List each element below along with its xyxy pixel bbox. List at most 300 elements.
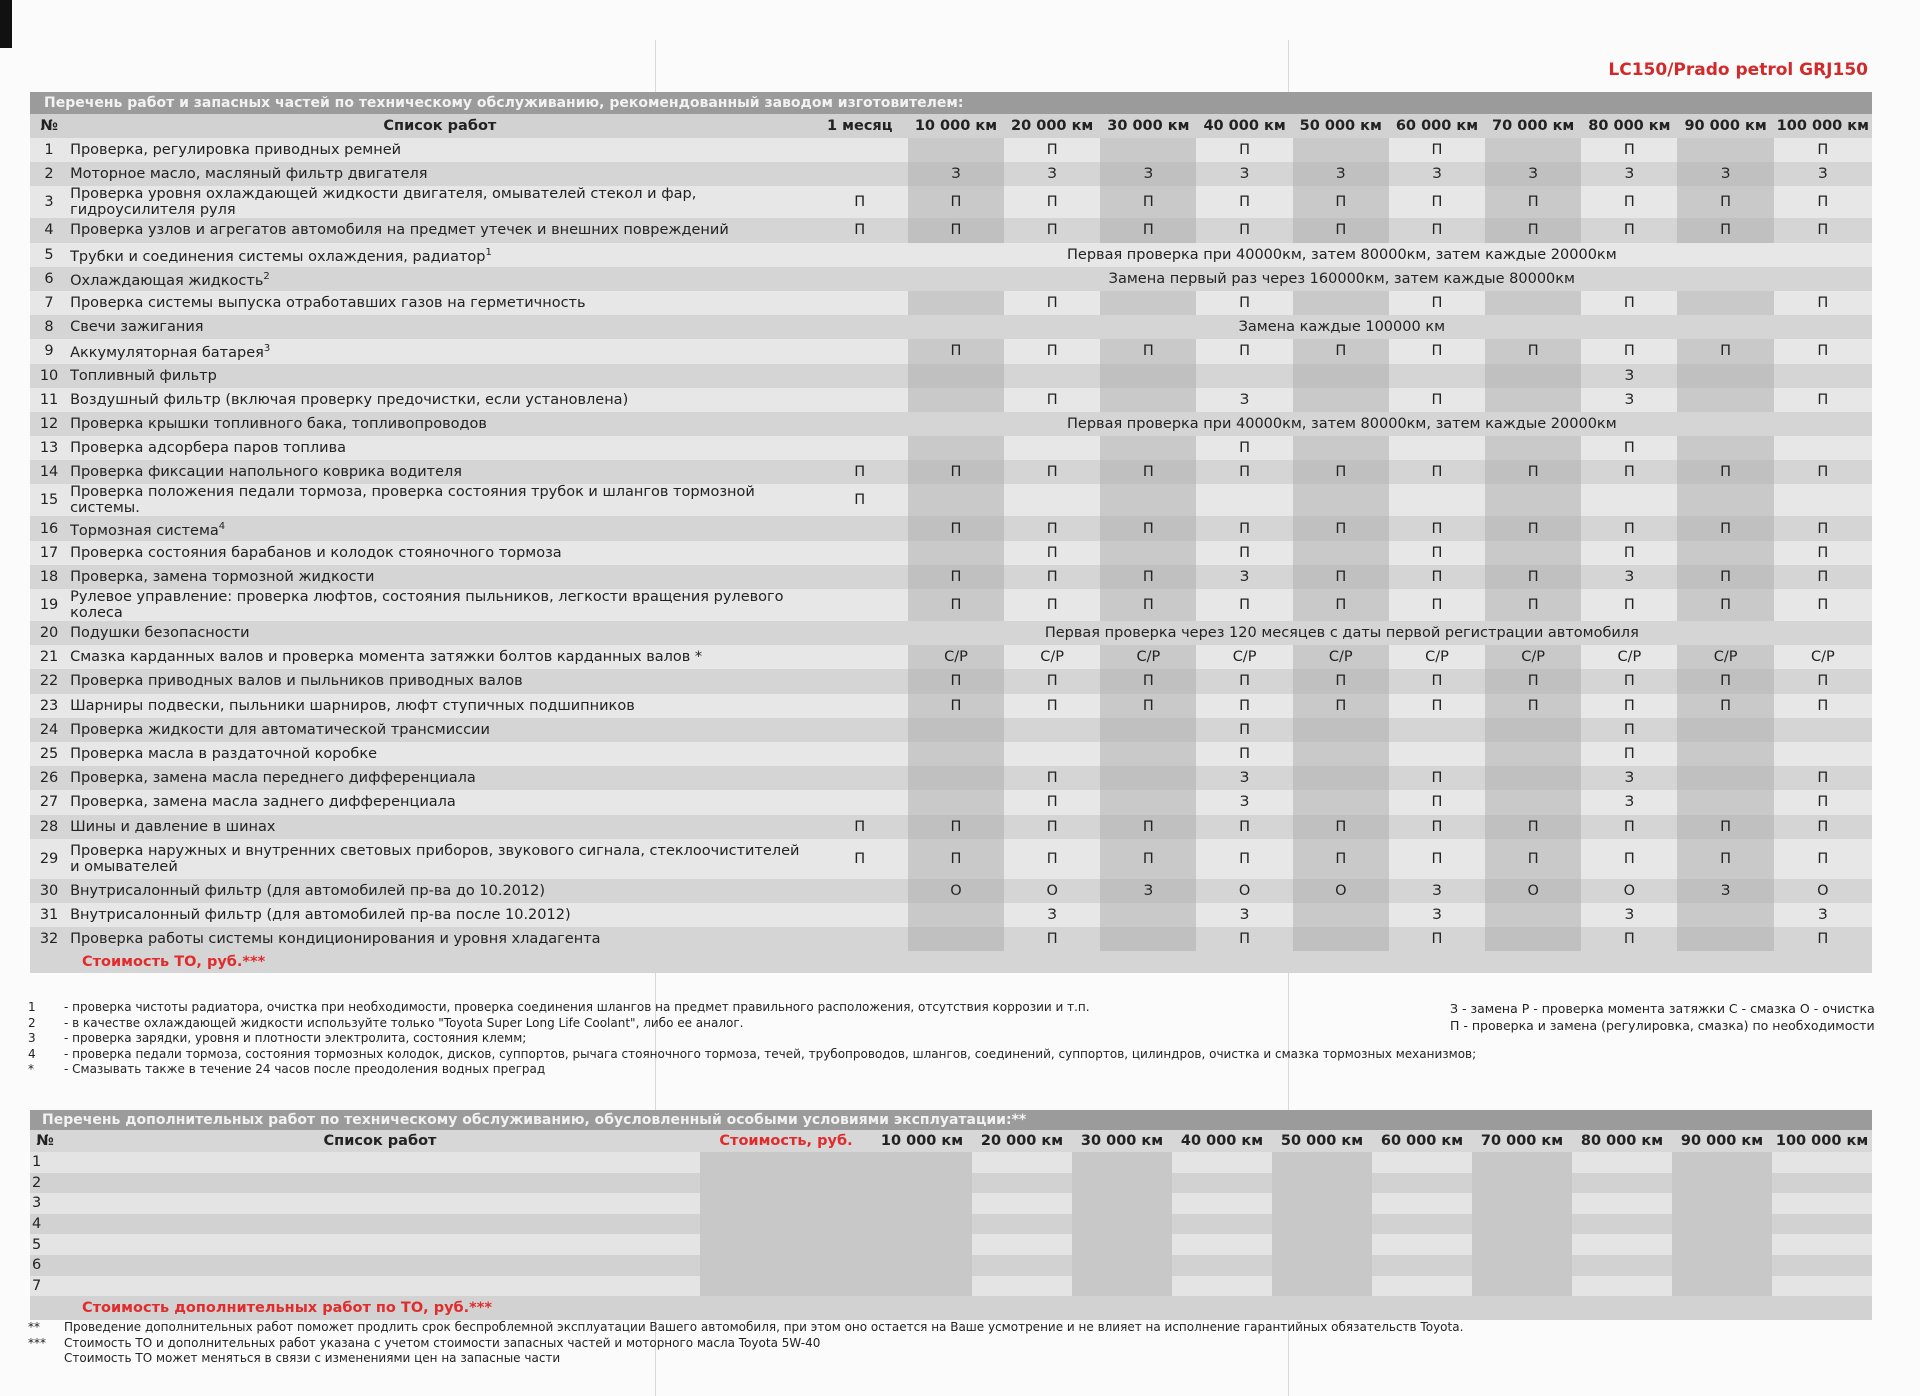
interval-cell: З [1485, 162, 1581, 186]
table-row [30, 516, 1872, 540]
row-number: 8 [30, 315, 68, 339]
interval-cell: П [1293, 186, 1389, 218]
interval-cell [1677, 790, 1773, 814]
interval-cell: П [1677, 516, 1773, 540]
interval-cell: П [1004, 589, 1100, 621]
interval-cell: П [1100, 815, 1196, 839]
interval-cell: П [1389, 669, 1485, 693]
interval-cell [1100, 718, 1196, 742]
interval-cell: С/Р [1485, 645, 1581, 669]
interval-cell: П [812, 460, 908, 484]
interval-cell [1677, 927, 1773, 951]
column-header-works: Список работ [60, 1130, 700, 1152]
row-number: 5 [30, 243, 68, 267]
interval-cell [1196, 364, 1292, 388]
row-number: 17 [30, 541, 68, 565]
column-header-interval: 30 000 км [1100, 114, 1196, 138]
work-name-empty [60, 1255, 700, 1276]
table-row [30, 1234, 1872, 1255]
interval-cell [1100, 766, 1196, 790]
work-name-text: Проверка системы выпуска отработавших газов на герметичность [70, 295, 586, 312]
interval-cell [1677, 484, 1773, 516]
interval-cell [1485, 388, 1581, 412]
interval-cell [1293, 388, 1389, 412]
interval-cell: П [1004, 339, 1100, 363]
interval-cell: П [1389, 694, 1485, 718]
interval-cell: П [1196, 138, 1292, 162]
interval-cell: С/Р [1100, 645, 1196, 669]
work-name [68, 815, 812, 839]
interval-cell: П [908, 815, 1004, 839]
work-name-text: Смазка карданных валов и проверка момента затяжки болтов карданных валов * [70, 649, 703, 666]
interval-cell: П [908, 694, 1004, 718]
row-number: 25 [30, 742, 68, 766]
interval-cell [1293, 718, 1389, 742]
work-name-text: Тормозная система [70, 522, 219, 539]
row-number: 26 [30, 766, 68, 790]
interval-cell [812, 364, 908, 388]
interval-cell [872, 1152, 972, 1173]
interval-cell: С/Р [1004, 645, 1100, 669]
work-name-text: Моторное масло, масляный фильтр двигателя [70, 166, 428, 183]
interval-cell: П [1389, 291, 1485, 315]
interval-cell: П [1004, 839, 1100, 879]
work-name-text: Шарниры подвески, пыльники шарниров, люфт ступичных подшипников [70, 697, 635, 714]
interval-cell [812, 589, 908, 621]
interval-cell [1677, 766, 1773, 790]
footnote-text: - проверка педали тормоза, состояния тормозных колодок, дисков, суппортов, рычага стояночного тормоза, течей, трубопроводов, шлангов, соединений, суппортов, цилиндров, очистка и смазка тормозных механизмов; [64, 1046, 1477, 1061]
interval-cell [1389, 484, 1485, 516]
work-name [68, 364, 812, 388]
work-name [68, 436, 812, 460]
work-name-text: Проверка жидкости для автоматической трансмиссии [70, 721, 490, 738]
interval-cell: П [1100, 460, 1196, 484]
work-name-text: Аккумуляторная батарея [70, 345, 264, 362]
interval-cell: П [1100, 516, 1196, 540]
footnote-ref: 2 [263, 270, 270, 282]
column-header-interval: 50 000 км [1272, 1130, 1372, 1152]
table-row [30, 903, 1872, 927]
interval-cell: С/Р [1677, 645, 1773, 669]
work-name-empty [60, 1193, 700, 1214]
interval-cell [1677, 742, 1773, 766]
interval-cell [1372, 1276, 1472, 1297]
interval-cell: П [1485, 516, 1581, 540]
interval-cell [1772, 1193, 1872, 1214]
interval-cell: П [1581, 694, 1677, 718]
cost-cell-empty [700, 1214, 872, 1235]
interval-cell: П [1389, 186, 1485, 218]
column-header-interval: 100 000 км [1772, 1130, 1872, 1152]
model-title: LC150/Prado petrol GRJ150 [1608, 60, 1868, 80]
work-name [68, 589, 812, 621]
interval-cell [908, 291, 1004, 315]
interval-cell: П [1293, 516, 1389, 540]
cost-cell-empty [700, 1234, 872, 1255]
scan-corner-mark [0, 0, 12, 48]
interval-cell [1472, 1173, 1572, 1194]
interval-cell: П [1004, 460, 1100, 484]
interval-cell: П [1677, 694, 1773, 718]
table-row [30, 291, 1872, 315]
footnote-mark: 2 [28, 1015, 36, 1030]
work-name-text: Проверка состояния барабанов и колодок стояночного тормоза [70, 544, 562, 561]
interval-cell: П [1004, 541, 1100, 565]
interval-cell: З [908, 162, 1004, 186]
column-header-interval: 80 000 км [1572, 1130, 1672, 1152]
interval-cell [812, 927, 908, 951]
interval-cell [1293, 436, 1389, 460]
interval-cell: П [1774, 541, 1872, 565]
interval-cell [972, 1255, 1072, 1276]
row-number: 1 [30, 138, 68, 162]
interval-cell: П [1774, 565, 1872, 589]
interval-cell [1004, 484, 1100, 516]
interval-cell [908, 927, 1004, 951]
interval-cell [1472, 1276, 1572, 1297]
interval-cell: П [1196, 186, 1292, 218]
interval-cell: П [1677, 589, 1773, 621]
footnote-line [28, 1047, 1476, 1063]
interval-cell: П [1774, 291, 1872, 315]
interval-cell [1372, 1234, 1472, 1255]
interval-cell [1572, 1234, 1672, 1255]
interval-cell [812, 718, 908, 742]
work-name-text: Шины и давление в шинах [70, 818, 276, 835]
row-number: 7 [30, 291, 68, 315]
interval-cell: З [1389, 903, 1485, 927]
table-row [30, 412, 1872, 436]
table-row [30, 565, 1872, 589]
interval-cell [1072, 1152, 1172, 1173]
row-number: 3 [30, 1193, 60, 1214]
interval-cell: П [1485, 339, 1581, 363]
interval-cell [1772, 1173, 1872, 1194]
interval-cell [812, 790, 908, 814]
interval-cell [1572, 1152, 1672, 1173]
row-number: 28 [30, 815, 68, 839]
interval-cell: П [908, 186, 1004, 218]
interval-cell: П [1389, 218, 1485, 242]
interval-cell: П [812, 186, 908, 218]
column-header-interval: 70 000 км [1472, 1130, 1572, 1152]
interval-cell: О [1774, 879, 1872, 903]
row-number: 10 [30, 364, 68, 388]
interval-cell [812, 565, 908, 589]
table-row [30, 645, 1872, 669]
work-name [68, 541, 812, 565]
interval-cell: П [1581, 541, 1677, 565]
interval-cell: П [908, 589, 1004, 621]
interval-cell [1100, 364, 1196, 388]
row-number: 1 [30, 1152, 60, 1173]
interval-cell: П [908, 339, 1004, 363]
row-number: 2 [30, 162, 68, 186]
interval-cell [1772, 1214, 1872, 1235]
work-name-text: Подушки безопасности [70, 625, 250, 642]
work-name [68, 339, 812, 363]
interval-cell: П [908, 669, 1004, 693]
interval-cell: П [1774, 694, 1872, 718]
table-row [30, 162, 1872, 186]
interval-span-note: Замена каждые 100000 км [812, 315, 1872, 339]
work-name [68, 484, 812, 516]
interval-cell [1293, 903, 1389, 927]
interval-cell: З [1581, 790, 1677, 814]
work-name [68, 516, 812, 540]
work-name [68, 903, 812, 927]
interval-cell [1272, 1193, 1372, 1214]
interval-cell [1072, 1276, 1172, 1297]
work-name [68, 879, 812, 903]
interval-cell [1672, 1234, 1772, 1255]
interval-cell [1100, 291, 1196, 315]
footnote-mark: * [28, 1062, 34, 1076]
interval-cell: П [1100, 218, 1196, 242]
interval-cell: П [1774, 218, 1872, 242]
interval-cell [1389, 364, 1485, 388]
interval-cell [1196, 484, 1292, 516]
interval-cell [1004, 718, 1100, 742]
row-number: 6 [30, 1255, 60, 1276]
interval-cell: О [1581, 879, 1677, 903]
interval-cell: П [1196, 218, 1292, 242]
work-name [68, 669, 812, 693]
table-row [30, 1214, 1872, 1235]
interval-cell: П [1196, 541, 1292, 565]
interval-cell [972, 1276, 1072, 1297]
interval-cell [1677, 718, 1773, 742]
interval-cell: З [1100, 879, 1196, 903]
interval-cell: П [1196, 669, 1292, 693]
work-name-empty [60, 1173, 700, 1194]
interval-cell: П [1485, 589, 1581, 621]
interval-cell [1072, 1173, 1172, 1194]
interval-cell [1772, 1152, 1872, 1173]
interval-cell [1472, 1214, 1572, 1235]
interval-cell: З [1293, 162, 1389, 186]
work-name [68, 839, 812, 879]
interval-cell: П [1004, 815, 1100, 839]
interval-cell: П [1389, 339, 1485, 363]
interval-cell [1072, 1234, 1172, 1255]
footnote-line [28, 1351, 1463, 1367]
interval-span-note: Первая проверка при 40000км, затем 80000км, затем каждые 20000км [812, 243, 1872, 267]
table-row [30, 621, 1872, 645]
row-number: 21 [30, 645, 68, 669]
interval-cell [1485, 927, 1581, 951]
interval-cell: П [1677, 460, 1773, 484]
row-number: 15 [30, 484, 68, 516]
cost-row [30, 951, 1872, 973]
row-number: 22 [30, 669, 68, 693]
interval-cell: С/Р [1774, 645, 1872, 669]
interval-cell: З [1004, 903, 1100, 927]
interval-cell: С/Р [908, 645, 1004, 669]
cost-cell-empty [700, 1152, 872, 1173]
work-name [68, 460, 812, 484]
interval-cell: П [1774, 138, 1872, 162]
interval-cell [1774, 742, 1872, 766]
legend-line: П - проверка и замена (регулировка, смазка) по необходимости [1450, 1018, 1875, 1033]
interval-cell [1072, 1193, 1172, 1214]
row-number: 27 [30, 790, 68, 814]
interval-cell [812, 694, 908, 718]
table-row [30, 339, 1872, 363]
table-row [30, 138, 1872, 162]
interval-cell: П [1100, 589, 1196, 621]
table-row [30, 839, 1872, 879]
interval-cell: П [1004, 669, 1100, 693]
interval-cell [908, 742, 1004, 766]
interval-cell [1472, 1234, 1572, 1255]
interval-cell: П [1004, 186, 1100, 218]
interval-cell: З [1196, 565, 1292, 589]
interval-cell [1004, 364, 1100, 388]
interval-cell [1172, 1255, 1272, 1276]
interval-cell [1485, 291, 1581, 315]
interval-cell: П [908, 565, 1004, 589]
column-header-interval: 1 месяц [812, 114, 908, 138]
interval-cell: З [1677, 879, 1773, 903]
interval-cell [812, 879, 908, 903]
table-row [30, 1255, 1872, 1276]
interval-cell: П [1581, 718, 1677, 742]
interval-cell [1172, 1152, 1272, 1173]
interval-cell [1293, 790, 1389, 814]
interval-cell [1172, 1193, 1272, 1214]
interval-cell [872, 1234, 972, 1255]
footnote-mark: *** [28, 1335, 46, 1350]
interval-cell: П [1581, 669, 1677, 693]
interval-cell: П [1774, 186, 1872, 218]
interval-cell [1100, 388, 1196, 412]
interval-cell: З [1389, 879, 1485, 903]
interval-cell: П [1004, 291, 1100, 315]
interval-cell: П [1774, 927, 1872, 951]
row-number: 6 [30, 267, 68, 291]
interval-cell [1772, 1276, 1872, 1297]
table-row [30, 1173, 1872, 1194]
column-header-no: № [30, 1130, 60, 1152]
table-row [30, 243, 1872, 267]
work-name-empty [60, 1152, 700, 1173]
table-row [30, 1152, 1872, 1173]
interval-cell [1672, 1173, 1772, 1194]
interval-cell [872, 1193, 972, 1214]
interval-cell: П [1485, 460, 1581, 484]
work-name-text: Проверка работы системы кондиционирования и уровня хладагента [70, 931, 601, 948]
interval-cell: П [1389, 565, 1485, 589]
interval-cell: П [908, 460, 1004, 484]
work-name-text: Проверка, замена тормозной жидкости [70, 568, 375, 585]
interval-cell [1100, 436, 1196, 460]
interval-cell: П [1100, 839, 1196, 879]
interval-cell: З [1196, 903, 1292, 927]
interval-cell: П [1196, 694, 1292, 718]
interval-cell: З [1389, 162, 1485, 186]
interval-cell: П [1774, 815, 1872, 839]
cost-cell-empty [700, 1255, 872, 1276]
interval-cell [1272, 1214, 1372, 1235]
interval-cell [872, 1214, 972, 1235]
interval-cell: П [1581, 436, 1677, 460]
footnote-text: - Смазывать также в течение 24 часов после преодоления водных преград [64, 1062, 546, 1076]
interval-cell [1677, 541, 1773, 565]
interval-cell [1293, 484, 1389, 516]
interval-cell [1372, 1214, 1472, 1235]
interval-cell: П [1389, 589, 1485, 621]
interval-cell [1272, 1173, 1372, 1194]
work-name [68, 388, 812, 412]
interval-cell: П [1196, 742, 1292, 766]
interval-cell: П [1581, 291, 1677, 315]
column-header-interval: 90 000 км [1672, 1130, 1772, 1152]
footnote-mark: 1 [28, 1000, 36, 1014]
table-row [30, 267, 1872, 291]
interval-cell: П [1581, 138, 1677, 162]
interval-cell [1677, 291, 1773, 315]
work-name-text: Проверка, регулировка приводных ремней [70, 142, 402, 159]
interval-cell [1672, 1193, 1772, 1214]
interval-cell [1572, 1255, 1672, 1276]
work-name-text: Проверка крышки топливного бака, топливопроводов [70, 415, 487, 432]
interval-cell: П [1677, 218, 1773, 242]
work-name [68, 162, 812, 186]
interval-cell [908, 718, 1004, 742]
column-header-interval: 100 000 км [1774, 114, 1872, 138]
row-number: 14 [30, 460, 68, 484]
interval-cell [1389, 718, 1485, 742]
interval-cell [1485, 436, 1581, 460]
interval-cell [972, 1214, 1072, 1235]
interval-cell [812, 436, 908, 460]
interval-cell [908, 138, 1004, 162]
column-header-interval: 60 000 км [1372, 1130, 1472, 1152]
interval-cell: П [1774, 460, 1872, 484]
interval-cell [1072, 1214, 1172, 1235]
interval-cell [1293, 541, 1389, 565]
interval-cell [1774, 718, 1872, 742]
interval-cell: З [1004, 162, 1100, 186]
interval-cell [812, 742, 908, 766]
interval-span-note: Первая проверка при 40000км, затем 80000км, затем каждые 20000км [812, 412, 1872, 436]
work-name-text: Воздушный фильтр (включая проверку предочистки, если установлена) [70, 391, 629, 408]
interval-cell [1272, 1152, 1372, 1173]
interval-cell [972, 1173, 1072, 1194]
interval-cell [1472, 1255, 1572, 1276]
interval-cell: П [1389, 815, 1485, 839]
table-row [30, 879, 1872, 903]
interval-cell: П [1389, 766, 1485, 790]
work-name [68, 621, 812, 645]
interval-cell: П [1581, 516, 1677, 540]
interval-cell: П [1004, 565, 1100, 589]
interval-cell [1372, 1255, 1472, 1276]
interval-cell [1485, 742, 1581, 766]
interval-cell [1389, 436, 1485, 460]
footnote-mark: ** [28, 1320, 40, 1334]
interval-cell [812, 903, 908, 927]
cost-label: Стоимость дополнительных работ по ТО, руб.*** [30, 1296, 1872, 1320]
extra-works-table [30, 1110, 1872, 1320]
interval-cell [1100, 903, 1196, 927]
interval-cell: П [1774, 669, 1872, 693]
interval-cell: З [1196, 766, 1292, 790]
interval-cell [908, 364, 1004, 388]
table-row [30, 742, 1872, 766]
footnote-ref: 1 [485, 246, 492, 258]
